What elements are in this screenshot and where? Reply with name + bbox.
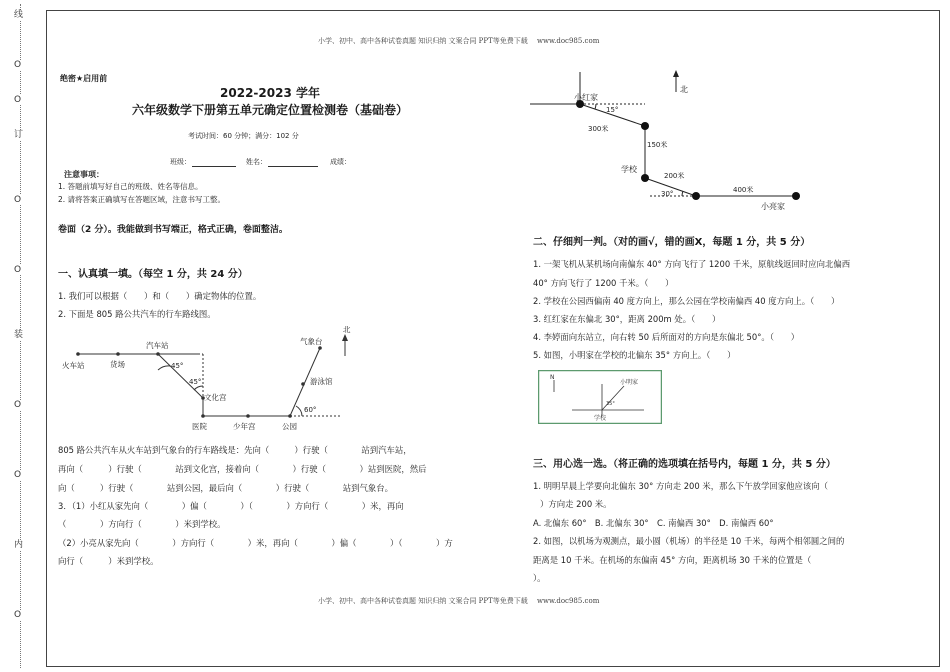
stop-dot bbox=[76, 352, 80, 356]
score-label: 成绩： bbox=[330, 158, 351, 166]
stop-label-qichezhan: 汽车站 bbox=[146, 341, 169, 350]
angle-arc bbox=[296, 406, 302, 416]
stop-dot bbox=[246, 414, 250, 418]
distance-label: 300米 bbox=[588, 125, 609, 133]
map-point bbox=[792, 192, 800, 200]
name-field[interactable] bbox=[268, 166, 318, 167]
class-label: 班级： bbox=[170, 158, 191, 166]
binding-strip bbox=[0, 0, 40, 672]
distance-label: 150米 bbox=[647, 141, 668, 149]
s2-q5: 5. 如图，小明家在学校的北偏东 35° 方向上。（ ） bbox=[533, 350, 736, 360]
s1-q2-line3: 向（ ）行驶（ 站到公园，最后向（ ）行驶（ 站到气象台。 bbox=[58, 483, 393, 493]
stop-label-gongyuan: 公园 bbox=[282, 422, 297, 431]
s3-q1-line1: 1. 明明早晨上学要向北偏东 30° 方向走 200 米，那么下午放学回家他应该向（ bbox=[533, 481, 829, 491]
angle-label: 15° bbox=[606, 106, 619, 114]
stop-label-qixiangtai: 气象台 bbox=[300, 337, 323, 346]
stop-label-wenhuagong: 文化宫 bbox=[204, 393, 227, 402]
figure-angle-label: 35° bbox=[606, 401, 615, 407]
footer-watermark: 小学、初中、高中各种试卷真题 知识归纳 文案合同 PPT等免费下载 www.doc985.com bbox=[318, 597, 600, 605]
notice-title: 注意事项： bbox=[64, 170, 104, 179]
stop-label-huochang: 货场 bbox=[110, 360, 125, 369]
notice-1: 1. 答题前填写好自己的班级、姓名等信息。 bbox=[58, 182, 203, 191]
stop-label-yiyuan: 医院 bbox=[192, 422, 207, 431]
map-label-xiaoliang: 小亮家 bbox=[761, 202, 785, 211]
binding-char: 线 bbox=[14, 10, 24, 20]
s1-q3-line1: 3．（1）小红从家先向（ ）偏（ ）（ ）方向行（ ）米，再向 bbox=[58, 501, 404, 511]
s2-q3: 3. 红红家在东偏北 30°，距离 200m 处。（ ） bbox=[533, 314, 721, 324]
stop-dot bbox=[318, 346, 322, 350]
stop-label-youyongguan: 游泳馆 bbox=[310, 377, 333, 386]
binding-char: 内 bbox=[14, 540, 24, 550]
binding-char: O bbox=[14, 60, 22, 70]
distance-label: 200米 bbox=[664, 172, 685, 180]
angle-arc bbox=[194, 386, 203, 390]
north-label: 北 bbox=[343, 325, 351, 334]
s3-q1-line2: ）方向走 200 米。 bbox=[540, 499, 612, 509]
angle-arc bbox=[158, 366, 170, 370]
angle-label: 45° bbox=[171, 362, 184, 370]
map-point bbox=[692, 192, 700, 200]
s2-q1-line1: 1. 一架飞机从某机场向南偏东 40° 方向飞行了 1200 千米，原航线返回时应向北偏西 bbox=[533, 259, 851, 269]
angle-arc bbox=[595, 104, 596, 109]
name-label: 姓名： bbox=[246, 158, 267, 166]
s1-q2: 2. 下面是 805 路公共汽车的行车路线图。 bbox=[58, 309, 216, 319]
s1-q1: 1. 我们可以根据（ ）和（ ）确定物体的位置。 bbox=[58, 291, 262, 301]
figure-xiaoming-label: 小明家 bbox=[620, 379, 639, 386]
binding-char: O bbox=[14, 195, 22, 205]
north-label: 北 bbox=[680, 85, 688, 94]
binding-char: O bbox=[14, 95, 22, 105]
stop-dot bbox=[301, 382, 305, 386]
s1-q3-line3: （2）小亮从家先向（ ）方向行（ ）米，再向（ ）偏（ ）（ ）方 bbox=[58, 538, 453, 548]
stop-dot bbox=[116, 352, 120, 356]
figure-n-label: N bbox=[550, 374, 555, 381]
s1-q2-line2: 再向（ ）行驶（ 站到文化宫，接着向（ ）行驶（ ）站到医院，然后 bbox=[58, 464, 427, 474]
s3-q2-line1: 2. 如图，以机场为观测点，最小圆（机场）的半径是 10 千米，每两个相邻圆之间的 bbox=[533, 536, 845, 546]
xiaoming-figure bbox=[538, 370, 662, 424]
angle-arc bbox=[682, 191, 683, 196]
binding-char: O bbox=[14, 400, 22, 410]
section-1-title: 一、认真填一填。（每空 1 分，共 24 分） bbox=[58, 269, 248, 280]
angle-label: 45° bbox=[189, 378, 202, 386]
exam-info: 考试时间：60 分钟；满分：102 分 bbox=[188, 132, 299, 140]
map-point bbox=[641, 122, 649, 130]
map-label-xiaohong: 小红家 bbox=[574, 93, 598, 102]
section-3-title: 三、用心选一选。（将正确的选项填在括号内，每题 1 分，共 5 分） bbox=[533, 459, 836, 470]
north-arrow-icon bbox=[342, 334, 348, 341]
binding-char: 装 bbox=[14, 330, 24, 340]
angle-label: 60° bbox=[304, 406, 317, 414]
s3-q1-options: A. 北偏东 60° B. 北偏东 30° C. 南偏西 30° D. 南偏西 60° bbox=[533, 518, 774, 528]
s2-q2: 2. 学校在公园西偏南 40 度方向上，那么公园在学校南偏西 40 度方向上。（ ） bbox=[533, 296, 840, 306]
angle-label: 30° bbox=[661, 190, 674, 198]
stop-label-shaoniangong: 少年宫 bbox=[233, 422, 256, 431]
header-watermark: 小学、初中、高中各种试卷真题 知识归纳 文案合同 PPT等免费下载 www.doc985.com bbox=[318, 37, 600, 45]
figure-school-label: 学校 bbox=[594, 415, 607, 422]
bus-route-figure bbox=[58, 322, 358, 434]
page-title-line2: 六年级数学下册第五单元确定位置检测卷（基础卷） bbox=[131, 103, 408, 117]
binding-char: O bbox=[14, 610, 22, 620]
stop-dot bbox=[201, 414, 205, 418]
class-field[interactable] bbox=[192, 166, 236, 167]
surface-score: 卷面（2 分）。我能做到书写端正，格式正确，卷面整洁。 bbox=[58, 225, 288, 235]
secret-mark: 绝密★启用前 bbox=[60, 74, 108, 83]
distance-label: 400米 bbox=[733, 186, 754, 194]
s2-q4: 4. 李婷面向东站立，向右转 50 后所面对的方向是东偏北 50°。（ ） bbox=[533, 332, 800, 342]
route-segment bbox=[158, 354, 203, 398]
stop-label-huochezhan: 火车站 bbox=[62, 361, 85, 370]
binding-char: O bbox=[14, 470, 22, 480]
s1-q2-line1: 805 路公共汽车从火车站到气象台的行车路线是：先向（ ）行驶（ 站到汽车站， bbox=[58, 445, 412, 455]
map-label-school: 学校 bbox=[621, 165, 637, 174]
section-2-title: 二、仔细判一判。（对的画√，错的画X，每题 1 分，共 5 分） bbox=[533, 237, 811, 248]
page-title-line1: 2022-2023 学年 bbox=[220, 86, 320, 100]
route-map-figure bbox=[530, 68, 820, 216]
map-point bbox=[641, 174, 649, 182]
s3-q2-line2: 距离是 10 千米。在机场的东偏南 45° 方向，距离机场 30 千米的位置是（ bbox=[533, 555, 812, 565]
north-arrow-icon bbox=[673, 70, 679, 77]
s2-q1-line2: 40° 方向飞行了 1200 千米。（ ） bbox=[533, 278, 674, 288]
s1-q3-line2: （ ）方向行（ ）米到学校。 bbox=[58, 519, 226, 529]
binding-char: 订 bbox=[14, 130, 24, 140]
notice-2: 2. 请将答案正确填写在答题区域，注意书写工整。 bbox=[58, 195, 226, 204]
s1-q3-line4: 向行（ ）米到学校。 bbox=[58, 556, 159, 566]
s3-q2-line3: ）。 bbox=[533, 573, 546, 583]
binding-char: O bbox=[14, 265, 22, 275]
stop-dot bbox=[156, 352, 160, 356]
stop-dot bbox=[288, 414, 292, 418]
